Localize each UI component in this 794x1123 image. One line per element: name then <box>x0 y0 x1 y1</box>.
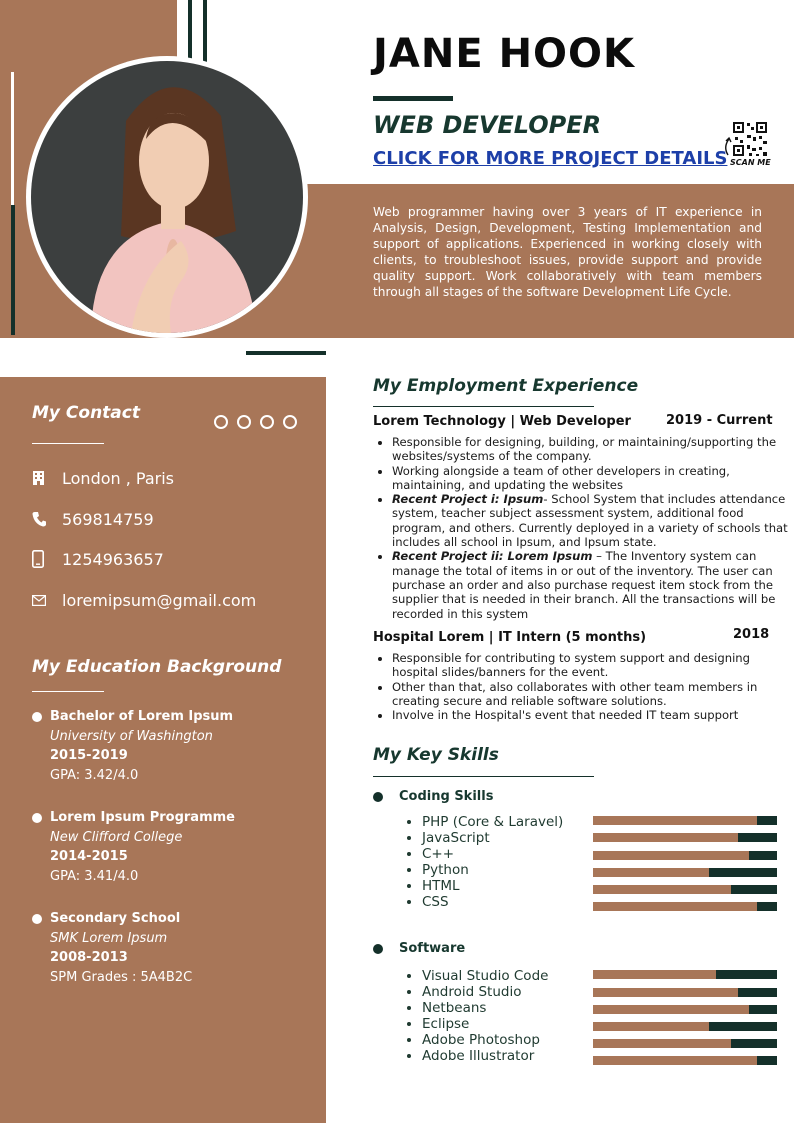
job-role: WEB DEVELOPER <box>373 111 602 139</box>
divider-line <box>246 351 326 355</box>
skill-name: • Adobe Photoshop <box>422 1032 548 1048</box>
contact-phone[interactable] <box>32 507 154 531</box>
bullet-item: • Involve in the Hospital's event that needed IT team support <box>392 708 787 722</box>
skill-bar <box>593 885 777 894</box>
job-date: 2019 - Current <box>666 413 773 428</box>
skill-bar <box>593 988 777 997</box>
software-title: Software <box>399 941 466 956</box>
bullet-icon <box>32 914 42 924</box>
school: SMK Lorem Ipsum <box>50 930 168 946</box>
mail-icon <box>32 595 62 606</box>
school: New Clifford College <box>50 829 183 845</box>
grade: SPM Grades : 5A4B2C <box>50 969 193 985</box>
person-illustration <box>31 61 303 333</box>
heading-underline <box>373 776 594 777</box>
skill-bar <box>593 816 777 825</box>
skill-bar <box>593 1022 777 1031</box>
skill-name: • JavaScript <box>422 830 563 846</box>
degree: Bachelor of Lorem Ipsum <box>50 709 234 724</box>
dot-icon <box>237 415 251 429</box>
heading-underline <box>32 443 104 444</box>
contact-heading: My Contact <box>32 403 140 423</box>
coding-skill-list <box>403 814 563 910</box>
phone-text: 569814759 <box>62 509 154 529</box>
divider-line <box>188 0 192 62</box>
skill-bar <box>593 902 777 911</box>
coding-skills-heading <box>373 789 493 804</box>
skill-bar <box>593 1056 777 1065</box>
project-label: Recent Project i: Ipsum <box>392 492 544 507</box>
skill-name: • HTML <box>422 878 563 894</box>
grade: GPA: 3.42/4.0 <box>50 767 139 783</box>
candidate-name: JANE HOOK <box>373 31 636 77</box>
contact-email[interactable] <box>32 588 256 612</box>
heading-underline <box>373 406 594 407</box>
bullet-icon <box>373 944 383 954</box>
mobile-icon <box>32 550 62 568</box>
education-item <box>32 808 312 886</box>
bullet-icon <box>373 792 383 802</box>
bullet-icon <box>32 712 42 722</box>
skill-bar <box>593 970 777 979</box>
software-heading <box>373 941 465 956</box>
education-item <box>32 909 312 987</box>
skill-bar <box>593 851 777 860</box>
dot-icon <box>260 415 274 429</box>
skill-name: • C++ <box>422 846 563 862</box>
job-title: Lorem Technology | Web Developer <box>373 414 631 429</box>
software-skill-list <box>403 968 548 1064</box>
dot-icon <box>214 415 228 429</box>
bullet-item: • Responsible for designing, building, or maintaining/supporting the websites/systems of the company. <box>392 435 794 464</box>
education-heading: My Education Background <box>32 657 282 677</box>
job-bullets <box>373 651 787 722</box>
skill-name: • PHP (Core & Laravel) <box>422 814 563 830</box>
skill-name: • Eclipse <box>422 1016 548 1032</box>
job-date: 2018 <box>733 627 770 642</box>
school: University of Washington <box>50 728 213 744</box>
years: 2008-2013 <box>50 950 128 965</box>
qr-code[interactable] <box>722 119 772 171</box>
building-icon <box>32 470 62 486</box>
years: 2014-2015 <box>50 849 128 864</box>
contact-location <box>32 466 174 490</box>
profile-summary: Web programmer having over 3 years of IT experience in Analysis, Design, Development, Testing Implementation and support of applications. Experienced in working closely with clients, to troubleshoot issues, provide support and provide quality support. Work collaboratively with team members through all stages of the software Development Life Cycle. <box>373 205 762 299</box>
skill-name: • Visual Studio Code <box>422 968 548 984</box>
phone-icon <box>32 511 62 527</box>
project-text: - School System that includes attendance system, teacher subject assessment system, additional food program, and others. Currently deployed in a variety of schools that includes all school in Ipsum, and Ipsum state. <box>392 492 788 550</box>
qr-label: SCAN ME <box>730 158 771 167</box>
bullet-item: • Working alongside a team of other developers in creating, maintaining, and updating the websites <box>392 464 794 493</box>
contact-mobile[interactable] <box>32 547 164 571</box>
skill-bar <box>593 868 777 877</box>
degree: Lorem Ipsum Programme <box>50 810 235 825</box>
skill-name: • Netbeans <box>422 1000 548 1016</box>
grade: GPA: 3.41/4.0 <box>50 868 139 884</box>
skill-bar <box>593 1039 777 1048</box>
heading-underline <box>32 691 104 692</box>
email-text: loremipsum@gmail.com <box>62 590 257 610</box>
location-text: London , Paris <box>62 468 174 488</box>
skill-name: • Adobe Illustrator <box>422 1048 548 1064</box>
divider-line <box>203 0 207 62</box>
bullet-item: • Other than that, also collaborates with other team members in creating secure and reliable software solutions. <box>392 680 787 709</box>
bullet-item <box>392 492 794 549</box>
job-bullets <box>373 435 794 621</box>
skill-bar <box>593 833 777 842</box>
employment-heading: My Employment Experience <box>373 376 639 396</box>
project-details-link[interactable]: CLICK FOR MORE PROJECT DETAILS <box>373 148 728 169</box>
project-label: Recent Project ii: Lorem Ipsum <box>392 549 593 564</box>
name-underline <box>373 96 453 101</box>
degree: Secondary School <box>50 911 181 926</box>
bullet-item: • Responsible for contributing to system support and designing hospital slides/banners for the event. <box>392 651 787 680</box>
years: 2015-2019 <box>50 748 128 763</box>
carousel-dots <box>214 415 297 429</box>
skills-heading: My Key Skills <box>373 745 499 765</box>
job-title: Hospital Lorem | IT Intern (5 months) <box>373 630 647 645</box>
bullet-icon <box>32 813 42 823</box>
profile-photo <box>26 56 308 338</box>
project-text: – The Inventory system can manage the total of items in or out of the inventory. The user can purchase an order and also purchase request item stock from the supplier that is needed in their branch. All the transactions will be recorded in this system <box>392 549 776 621</box>
bullet-item <box>392 549 794 620</box>
skill-bar <box>593 1005 777 1014</box>
skill-name: • Android Studio <box>422 984 548 1000</box>
mobile-text: 1254963657 <box>62 549 164 569</box>
skill-name: • Python <box>422 862 563 878</box>
coding-skills-title: Coding Skills <box>399 789 494 804</box>
education-item <box>32 707 312 785</box>
skill-name: • CSS <box>422 894 563 910</box>
divider-line <box>11 205 15 335</box>
dot-icon <box>283 415 297 429</box>
divider-line <box>11 72 14 205</box>
